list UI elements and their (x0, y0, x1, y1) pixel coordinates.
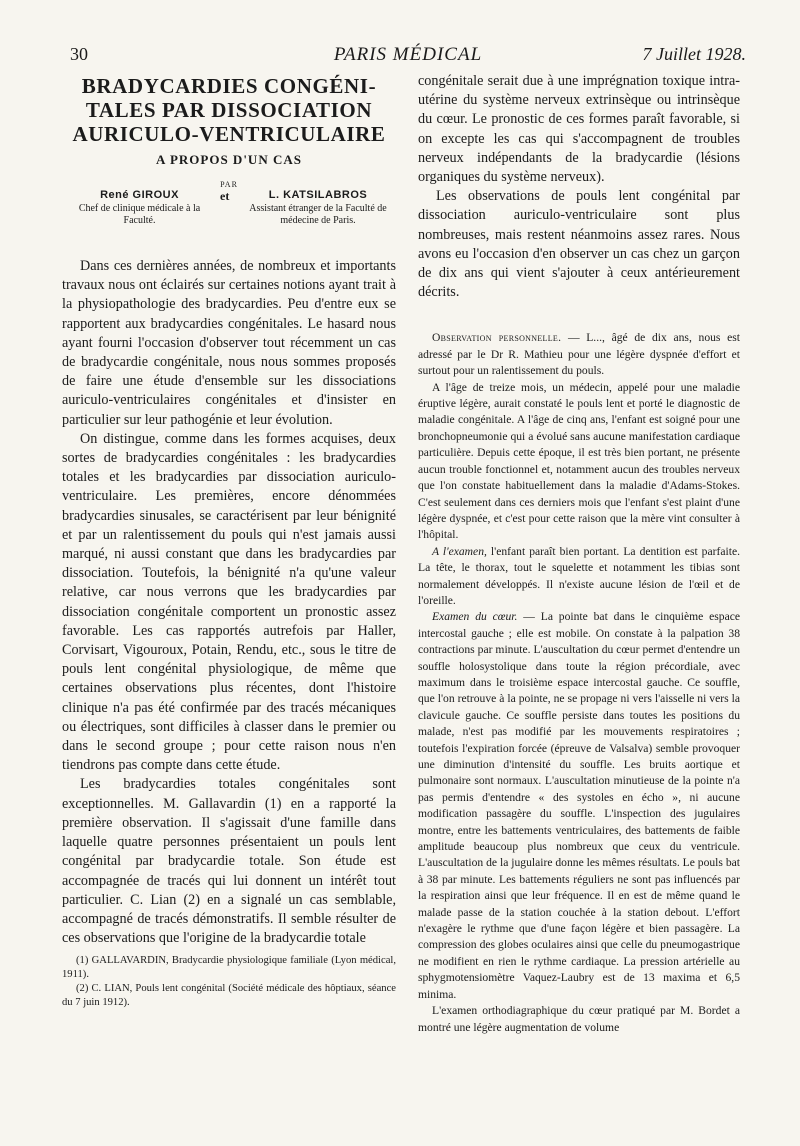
paragraph: On distingue, comme dans les formes acquises, deux sortes de bradycardies congénitales : les bradycardies totales et les bradycardies par dissociation auriculo-ventriculaire. Les premières, encore dénommées bradycardies sinusales, se caractérisent par leur bénignité et par un ralentissement du pouls qui n'est jamais aussi marqué, ni aussi constant que dans les bradycardies par dissociation. Toutefois, la bénignité n'a qu'une valeur relative, car nous verrons que les bradycardies par dissociation congénitale comportent un pronostic assez favorable. Les cas rapportés autrefois par Haller, Corvisart, Vigouroux, Potain, Rendu, etc., sous le titre de pouls lent congénital physiologique, de même que certaines observations plus récentes, dont l'histoire clinique n'a pas été confirmée par des tracés mécaniques ou électriques, sont difficiles à classer dans le premier ou dans le second groupe ; pour cette raison nous n'en tiendrons pas compte dans cette étude. (62, 430, 396, 774)
journal-title: PARIS MÉDICAL (333, 44, 483, 65)
title-line: BRADYCARDIES CONGÉNI- (81, 74, 377, 98)
par-label: PAR (220, 180, 238, 189)
title-line: TALES PAR DISSOCIATION (85, 98, 373, 122)
paragraph: Les observations de pouls lent congénital par dissociation auriculo-ventriculaire sont plus nombreuses, mais restent néanmoins assez rares. Nous avons eu l'occasion d'en observer un cas chez un garçon de dix ans qui vient s'ajouter à ceux antérieurement décrits. (418, 188, 740, 301)
author-conjunction: et (220, 189, 230, 203)
paragraph: Dans ces dernières années, de nombreux et importants travaux nous ont éclairés sur certaines notions ayant trait à la physiopathologie des bradycardies. Peu d'entre eux se rapportent aux bradycardies congénitales. Le hasard nous ayant fourni l'occasion d'observer tout récemment un cas de bradycardie congénitale, nous nous sommes proposés de faire une étude d'ensemble sur les dissociations auriculo-ventriculaires congénitales et d'insister en particulier sur leur pathogénie et leur évolution. (62, 258, 396, 428)
author-2-name: L. KATSILABROS (268, 189, 368, 201)
left-column (62, 72, 396, 1010)
exam-text: l'enfant paraît bien portant. La dentition est parfaite. La tête, le thorax, tout le squelette et notamment les tibias sont normalement développés. Il n'existe aucune lésion de l'œil et de l'oreille. (418, 544, 740, 607)
page-number: 30 (70, 44, 88, 64)
paragraph: Les bradycardies totales congénitales sont exceptionnelles. M. Gallavardin (1) en a rapporté la première observation. Il s'agissait d'une famille dans laquelle quatre personnes présentaient un pouls lent congénital par bradycardie totale. Son étude est accompagnée de tracés qui lui donnent un intérêt tout particulier. C. Lian (2) en a signalé un cas semblable, accompagné de tracés démonstratifs. Il semble résulter de ces observations que l'origine de la bradycardie totale (62, 776, 396, 947)
footnote: (2) C. LIAN, Pouls lent congénital (Société médicale des hôptiaux, séance du 7 juin 1912). (62, 983, 396, 1009)
observation-heading: Observation personnelle. (432, 331, 562, 345)
observation-paragraph (418, 544, 740, 610)
heart-exam-heading: Examen du cœur. (432, 610, 518, 624)
left-body (62, 257, 396, 948)
title-line: AURICULO-VENTRICULAIRE (72, 122, 386, 146)
right-column (418, 72, 740, 1036)
heart-exam-text: — La pointe bat dans le cinquième espace intercostal gauche ; elle est mobile. On constate à la palpation 38 contractions par minute. L'auscultation du cœur permet d'entendre un souffle holosystolique dans toute la région précordiale, avec maximum dans le troisième espace intercostal gauche. Ce souffle, que l'on retrouve à la pointe, ne se propage ni vers l'aisselle ni vers la clavicule gauche. Ce souffle persiste dans toutes les positions du malade, n'est pas modifié par les mouvements respiratoires ; toutefois l'expiration forcée (épreuve de Valsalva) semble provoquer une diminution d'intensité du souffle. Les bruits aortique et pulmonaire sont normaux. L'auscultation minutieuse de la pointe n'a pas permis d'entendre « des systoles en écho », ni aucune modification passagère du souffle. L'inspection des jugulaires montre, entre les battements ventriculaires, des battements de faible amplitude beaucoup plus nombreux que ceux du ventricule. L'auscultation de la jugulaire donne les mêmes résultats. Le pouls bat à 38 par minute. Les battements réguliers ne sont pas influencés par la respiration ainsi que leur fréquence. Il en est de même quand le malade passe de la station couchée à la station debout. L'effort n'exagère le rythme que d'une façon légère et bien passagère. La compression des globes oculaires ainsi que celle du pneumogastrique ne modifient en rien le rythme cardiaque. La pression artérielle au sphygmotensiomètre Vaquez-Laubry est de 13 maxima et 6,5 minima. (418, 610, 741, 1001)
observation-paragraph: L'examen orthodiagraphique du cœur pratiqué par M. Bordet a montré une légère augmentation de volume (418, 1004, 740, 1034)
author-1 (62, 189, 217, 227)
authors (62, 189, 396, 243)
observation-text: — L..., âgé de dix ans, nous est adressé par le Dr R. Mathieu pour une légère dyspnée d'effort et surtout pour un ralentissement du pouls. (418, 331, 740, 378)
article-title (62, 74, 396, 146)
paragraph: congénitale serait due à une imprégnation toxique intra-utérine du système nerveux extrinsèque ou intrinsèque du cœur. Le pronostic de ces formes paraît favorable, si on excepte les cas qui s'accompagnent de troubles nerveux indépendants de la bradycardie (lésions organiques du système nerveux). (418, 73, 740, 186)
author-1-name: René GIROUX (100, 189, 179, 201)
footnote: (1) GALLAVARDIN, Bradycardie physiologique familiale (Lyon médical, 1911). (62, 955, 396, 981)
author-2 (240, 189, 396, 227)
exam-heading: A l'examen, (432, 544, 487, 558)
author-1-affiliation: Chef de clinique médicale à la Faculté. (78, 203, 201, 226)
article-subtitle: A PROPOS D'UN CAS (156, 152, 302, 167)
issue-date: 7 Juillet 1928. (642, 44, 746, 64)
observation-paragraph (418, 330, 740, 379)
author-2-affiliation: Assistant étranger de la Faculté de médecine de Paris. (249, 203, 387, 226)
footnotes (62, 954, 396, 1010)
right-body (418, 72, 740, 302)
running-header (70, 40, 746, 70)
observation-paragraph: A l'âge de treize mois, un médecin, appelé pour une maladie éruptive légère, aurait constaté le pouls lent et porté le diagnostic de maladie congénitale. A l'âge de cinq ans, l'enfant est soigné pour une bronchopneumonie qui a évolué sans aucune manifestation cardiaque particulière. Depuis cette époque, il est très bien portant, ne présente aucun trouble fonctionnel et, notamment aucun des troubles nerveux que l'on constate habituellement dans la maladie d'Adams-Stokes. C'est seulement dans ces derniers mois que l'enfant s'est plaint d'une légère dyspnée, et c'est pour cette raison que la mère vint consulter à l'hôpital. (418, 380, 740, 542)
observation-paragraph (418, 609, 740, 1003)
observation-section (418, 330, 740, 1035)
